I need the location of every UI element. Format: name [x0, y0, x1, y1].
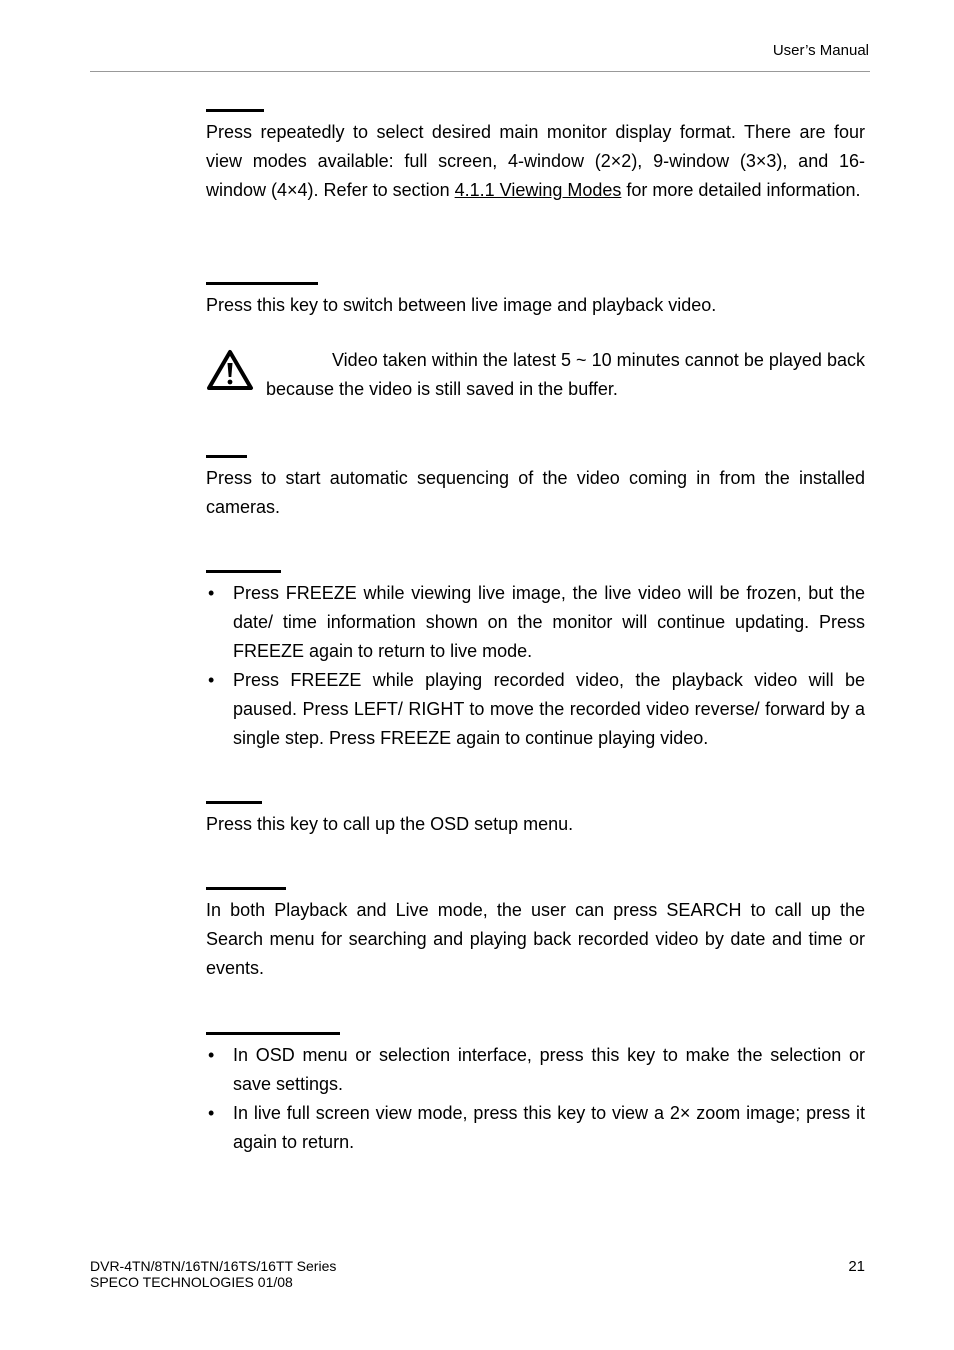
list-item-text: Press FREEZE while viewing live image, the live video will be frozen, but the date/ time information shown on the monitor will continue updating. Press FREEZE again to return to live mode. [233, 583, 865, 661]
caution-note [206, 346, 865, 422]
section-mode-text-start: Press repeatedly to select desired main monitor display format. There are four view modes available: full screen, 4-window (2×2), 9-window (3×3), and 16-window (4×4). Refer to section [206, 122, 865, 200]
list-item-text: In live full screen view mode, press this key to view a 2× zoom image; press it again to return. [233, 1103, 865, 1152]
list-item [206, 579, 865, 666]
section-mode-text [206, 118, 865, 205]
section-seq-text: Press to start automatic sequencing of the video coming in from the installed cameras. [206, 468, 865, 517]
page-header-title: User’s Manual [772, 42, 869, 59]
section-search [206, 887, 865, 983]
list-item [206, 1099, 865, 1157]
list-item-text: Press FREEZE while playing recorded video, the playback video will be paused. Press LEFT/ RIGHT to move the recorded video reverse/ forward by a single step. Press FREEZE again to continue playing video. [233, 670, 865, 748]
section-mode-text-end: for more detailed information. [621, 180, 861, 200]
footer-company: SPECO TECHNOLOGIES 01/08 [90, 1274, 293, 1290]
section-title-rule [206, 801, 262, 804]
section-title-rule [206, 109, 264, 112]
list-item [206, 666, 865, 753]
bullet-icon: • [208, 1045, 215, 1065]
caution-note-text: Video taken within the latest 5 ~ 10 minutes cannot be played back because the video is still saved in the buffer. [266, 350, 865, 399]
bullet-icon: • [208, 1103, 215, 1123]
section-menu-text: Press this key to call up the OSD setup menu. [206, 814, 574, 834]
section-search-text: In both Playback and Live mode, the user can press SEARCH to call up the Search menu for searching and playing back recorded video by date and time or events. [206, 900, 865, 978]
section-enter-list [206, 1041, 865, 1157]
section-title-rule [206, 1032, 340, 1035]
section-title-rule [206, 282, 318, 285]
section-enter [206, 1032, 865, 1157]
section-mode [206, 109, 865, 205]
warning-icon [206, 348, 254, 392]
bullet-icon: • [208, 583, 215, 603]
section-freeze [206, 570, 865, 753]
page-number: 21 [848, 1258, 865, 1275]
section-freeze-list [206, 579, 865, 753]
section-title-rule [206, 455, 247, 458]
bullet-icon: • [208, 670, 215, 690]
footer-product-info [90, 1258, 336, 1290]
section-title-rule [206, 570, 281, 573]
header-divider [90, 71, 870, 72]
section-playback [206, 282, 865, 320]
list-item [206, 1041, 865, 1099]
section-playback-text: Press this key to switch between live image and playback video. [206, 295, 717, 315]
footer-series: DVR-4TN/8TN/16TN/16TS/16TT Series [90, 1258, 337, 1274]
section-seq [206, 455, 865, 522]
viewing-modes-link[interactable]: 4.1.1 Viewing Modes [454, 180, 622, 200]
list-item-text: In OSD menu or selection interface, press this key to make the selection or save settings. [233, 1045, 865, 1094]
section-menu [206, 801, 865, 839]
section-title-rule [206, 887, 286, 890]
